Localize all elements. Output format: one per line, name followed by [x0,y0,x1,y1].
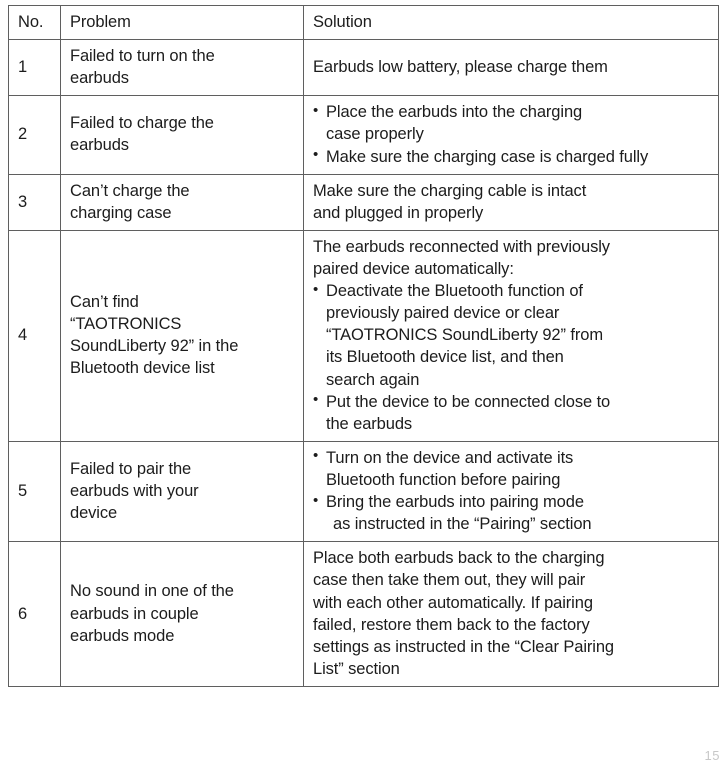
text-line: earbuds with your [70,482,199,501]
text-line: No sound in one of the [70,582,234,601]
text-line: Failed to turn on the [70,47,215,66]
cell-row-number: 2 [9,96,61,174]
text-line: with each other automatically. If pairing [313,593,593,612]
cell-problem [61,542,304,687]
cell-solution [304,441,719,541]
table-row [9,441,719,541]
cell-solution [304,40,719,96]
solution-bullet-item [313,491,710,535]
text-line: • Put the device to be connected close to [326,392,611,411]
cell-problem [61,230,304,441]
text-line: Earbuds low battery, please charge them [313,58,608,77]
table-row [9,96,719,174]
text-line: settings as instructed in the “Clear Pairing [313,637,614,656]
troubleshooting-table [8,5,719,687]
text-line: charging case [70,203,172,222]
solution-block [313,547,710,680]
cell-problem [61,96,304,174]
text-line: failed, restore them back to the factory [313,615,590,634]
text-line: the earbuds [326,414,413,433]
column-header-no: No. [9,6,61,40]
solution-block [313,56,710,78]
solution-bullet-list [313,101,710,167]
text-line: List” section [313,659,400,678]
text-line: • Deactivate the Bluetooth function of [326,282,583,301]
table-row [9,174,719,230]
text-line: Can’t find [70,293,139,312]
solution-bullet-list [313,280,710,435]
solution-block [313,101,710,167]
text-line: earbuds mode [70,626,175,645]
cell-solution [304,230,719,441]
cell-solution [304,542,719,687]
page-number: 15 [704,748,720,763]
text-line: • Turn on the device and activate its [326,448,574,467]
text-line: and plugged in properly [313,203,484,222]
column-header-solution: Solution [304,6,719,40]
table-row [9,542,719,687]
cell-problem [61,174,304,230]
text-line: earbuds [70,136,129,155]
text-line: Place both earbuds back to the charging [313,549,605,568]
table-row [9,40,719,96]
text-line: search again [326,370,420,389]
cell-row-number: 3 [9,174,61,230]
text-line: Failed to charge the [70,114,214,133]
solution-paragraph [313,547,710,680]
solution-block [313,180,710,224]
text-line: Make sure the charging cable is intact [313,181,587,200]
text-line: its Bluetooth device list, and then [326,348,564,367]
table-row [9,230,719,441]
text-line: paired device automatically: [313,259,514,278]
solution-paragraph [313,56,710,78]
cell-problem [61,441,304,541]
solution-block [313,447,710,535]
solution-block [313,236,710,435]
cell-solution [304,174,719,230]
text-line: “TAOTRONICS [70,315,182,334]
solution-bullet-item [313,391,710,435]
table-body [9,6,719,687]
text-line: device [70,504,118,523]
solution-bullet-item [313,447,710,491]
text-line: Failed to pair the [70,459,192,478]
text-line: case then take them out, they will pair [313,571,586,590]
text-line: Bluetooth function before pairing [326,470,561,489]
solution-paragraph [313,236,710,280]
text-line: • Make sure the charging case is charged fully [326,147,649,166]
text-line: case properly [326,125,424,144]
column-header-problem: Problem [61,6,304,40]
cell-row-number: 4 [9,230,61,441]
text-line: as instructed in the “Pairing” section [333,515,592,534]
text-line: Bluetooth device list [70,359,215,378]
text-line: The earbuds reconnected with previously [313,237,610,256]
cell-row-number: 6 [9,542,61,687]
solution-bullet-item [313,146,710,168]
solution-paragraph [313,180,710,224]
text-line: previously paired device or clear [326,304,560,323]
text-line: Can’t charge the [70,181,190,200]
text-line: “TAOTRONICS SoundLiberty 92” from [326,326,603,345]
text-line: • Place the earbuds into the charging [326,103,583,122]
cell-row-number: 1 [9,40,61,96]
text-line: SoundLiberty 92” in the [70,337,239,356]
solution-bullet-list [313,447,710,535]
solution-bullet-item [313,280,710,391]
text-line: earbuds [70,69,129,88]
cell-solution [304,96,719,174]
cell-problem [61,40,304,96]
text-line: earbuds in couple [70,604,199,623]
solution-bullet-item [313,101,710,145]
table-header-row [9,6,719,40]
cell-row-number: 5 [9,441,61,541]
text-line: • Bring the earbuds into pairing mode [326,493,584,512]
